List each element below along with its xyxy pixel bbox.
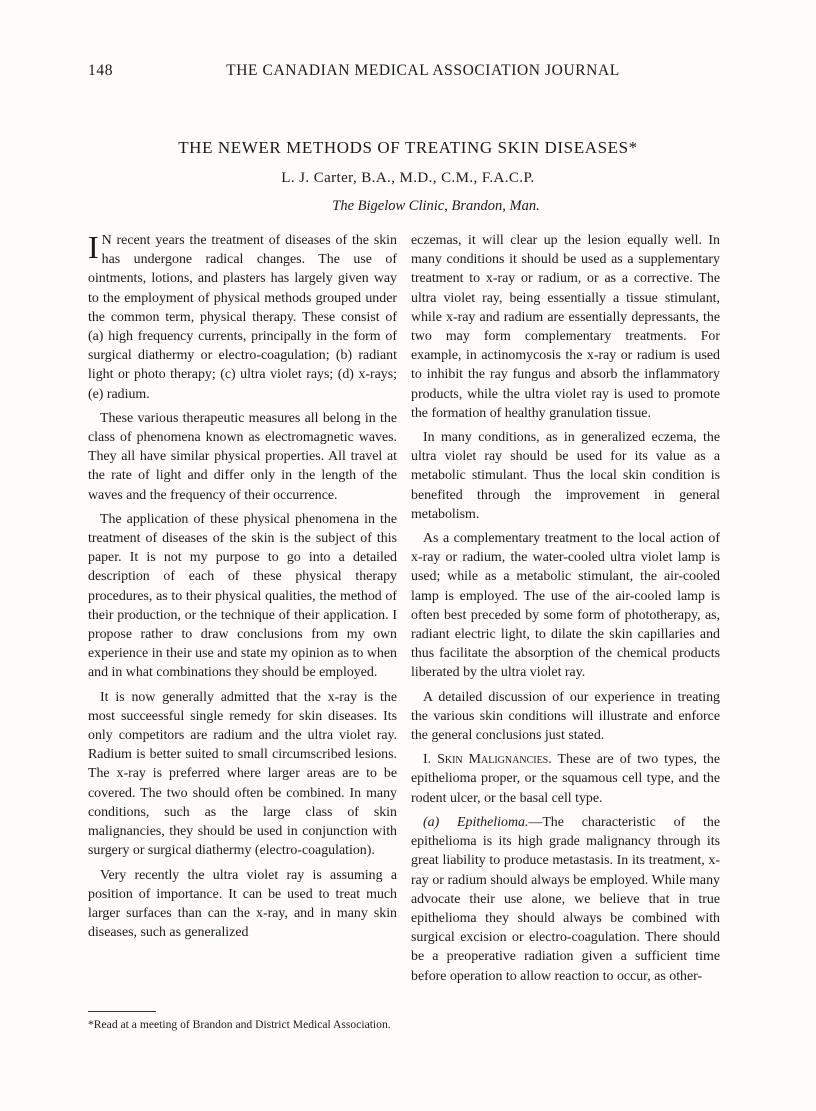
paragraph: Very recently the ultra violet ray is assuming a position of importance. It can be used to treat much larger surfaces than can the x-ray, and in many skin diseases, such as generalized: [88, 867, 397, 941]
paragraph: These various therapeutic measures all belong in the class of phenomena known as electromagnetic waves. They all have similar physical properties. All travel at the rate of light and differ only in the length of the waves and the frequency of their occurrence.: [88, 410, 397, 503]
author-byline: L. J. Carter, B.A., M.D., C.M., F.A.C.P.: [281, 170, 535, 186]
affiliation: The Bigelow Clinic, Brandon, Man.: [332, 198, 540, 214]
paragraph: In many conditions, as in generalized eczema, the ultra violet ray should be used for its value as a metabolic stimulant. Thus the local skin condition is benefited through the improvement in general metabolism.: [411, 430, 720, 522]
subsection-heading: (a) Epithelioma.: [423, 814, 529, 830]
paragraph: [411, 750, 720, 808]
article-title: THE NEWER METHODS OF TREATING SKIN DISEASES*: [178, 138, 638, 157]
title-block: [88, 138, 728, 215]
paragraph: eczemas, it will clear up the lesion equally well. In many conditions it should be used as a supplementary treatment to x-ray or radium, or as a corrective. The ultra violet ray, being essentially a tissue stimulant, while x-ray and radium are essentially depressants, the two may form complementary treatments. For example, in actinomycosis the x-ray or radium is used to inhibit the ray fungus and absorb the inflammatory products, while the ultra violet ray is used to promote the formation of healthy granulation tissue.: [411, 233, 720, 421]
journal-title: THE CANADIAN MEDICAL ASSOCIATION JOURNAL: [226, 62, 620, 79]
footnote: *Read at a meeting of Brandon and District Medical Association.: [88, 1018, 391, 1031]
page-number: 148: [88, 62, 114, 79]
running-head: [88, 62, 728, 82]
paragraph: A detailed discussion of our experience in treating the various skin conditions will illustrate and enforce the general conclusions just stated.: [411, 689, 720, 744]
paragraph-text: These are of two types, the epithelioma proper, or the squamous cell type, and the rodent ulcer, or the basal cell type.: [411, 752, 720, 806]
left-column: [88, 231, 397, 947]
right-column: [411, 231, 720, 991]
section-heading: I. Skin Malignancies.: [423, 752, 552, 768]
drop-cap: I: [88, 229, 99, 265]
paragraph: As a complementary treatment to the local action of x-ray or radium, the water-cooled ultra violet lamp is used; while as a metabolic stimulant, the air-cooled lamp is employed. The use of the air-cooled lamp is often best preceded by some form of phototherapy, as, radiant electric light, to dilate the skin capillaries and thus facilitate the absorption of the chemical products liberated by the ultra violet ray.: [411, 531, 720, 681]
paragraph: It is now generally admitted that the x-ray is the most succeessful single remedy for skin diseases. Its only competitors are radium and the ultra violet ray. Radium is better suited to small circumscribed lesions. The x-ray is preferred where larger areas are to be covered. The two should often be combined. In many conditions, such as the large class of skin malignancies, they should be used in conjunction with surgery or surgical diathermy (electro-coagulation).: [88, 689, 397, 859]
paragraph-text: N recent years the treatment of diseases of the skin has undergone radical changes. The use of ointments, lotions, and plasters has largely given way to the employment of physical methods grouped under the common term, physical therapy. These consist of (a) high frequency currents, principally in the form of surgical diathermy or electro-coagulation; (b) radiant light or photo therapy; (c) ultra violet rays; (d) x-rays; (e) radium.: [88, 233, 397, 402]
paragraph-text: —The characteristic of the epithelioma is its high grade malignancy through its great liability to produce metastasis. In its treatment, x-ray or radium should always be employed. While many advocate their use alone, we believe that in true epithelioma they should always be combined with surgical excision or electro-coagulation. There should be a preoperative radiation given a sufficient time before operation to allow reaction to occur, as other-: [411, 814, 720, 984]
paragraph: The application of these physical phenomena in the treatment of diseases of the skin is the subject of this paper. It is not my purpose to go into a detailed description of each of these physical therapy procedures, as to their physical qualities, the method of their production, or the technique of their application. I propose rather to draw conclusions from my own experience in their use and state my opinion as to when and in what combinations they should be employed.: [88, 511, 397, 681]
footnote-divider: [88, 1011, 156, 1012]
paragraph: [411, 813, 720, 986]
paragraph: [88, 231, 397, 404]
